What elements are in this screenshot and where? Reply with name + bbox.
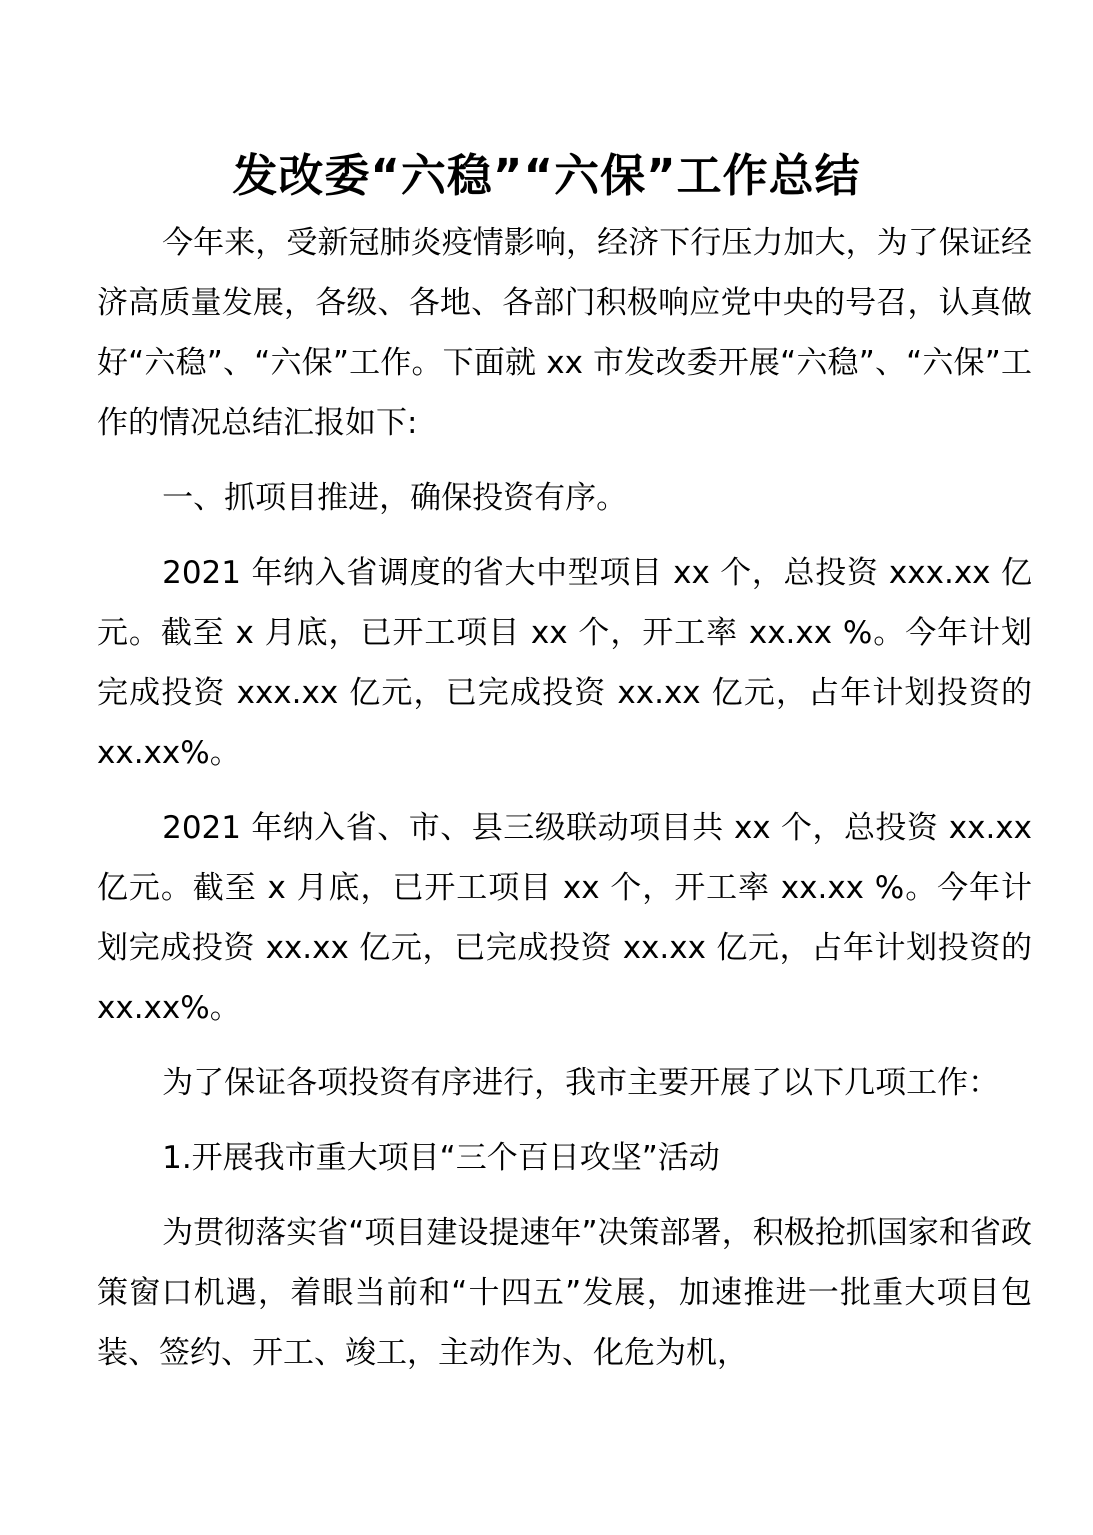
paragraph-provincial-projects: 2021 年纳入省调度的省大中型项目 xx 个，总投资 xxx.xx 亿元。截至 x 月底，已开工项目 xx 个，开工率 xx.xx %。今年计划完成投资 xxx.xx 亿元，已完成投资 xx.xx 亿元，占年计划投资的 xx.xx%。 bbox=[97, 555, 1032, 771]
paragraph-intro: 今年来，受新冠肺炎疫情影响，经济下行压力加大，为了保证经济高质量发展，各级、各地、各部门积极响应党中央的号召，认真做好“六稳”、“六保”工作。下面就 xx 市发改委开展“六稳”、“六保”工作的情况总结汇报如下: bbox=[97, 225, 1032, 441]
subheading-1: 1.开展我市重大项目“三个百日攻坚”活动 bbox=[162, 1140, 720, 1176]
document-body bbox=[97, 213, 1032, 1383]
document-title: 发改委“六稳”“六保”工作总结 bbox=[232, 149, 861, 202]
paragraph-measures-intro: 为了保证各项投资有序进行，我市主要开展了以下几项工作： bbox=[162, 1065, 1000, 1101]
section-heading-1: 一、抓项目推进，确保投资有序。 bbox=[162, 480, 628, 516]
paragraph-linked-projects: 2021 年纳入省、市、县三级联动项目共 xx 个，总投资 xx.xx 亿元。截至 x 月底，已开工项目 xx 个，开工率 xx.xx %。今年计划完成投资 xx.xx 亿元，已完成投资 xx.xx 亿元，占年计划投资的 xx.xx%。 bbox=[97, 810, 1032, 1026]
paragraph-campaign: 为贯彻落实省“项目建设提速年”决策部署，积极抢抓国家和省政策窗口机遇，着眼当前和“十四五”发展，加速推进一批重大项目包装、签约、开工、竣工，主动作为、化危为机， bbox=[97, 1215, 1032, 1371]
